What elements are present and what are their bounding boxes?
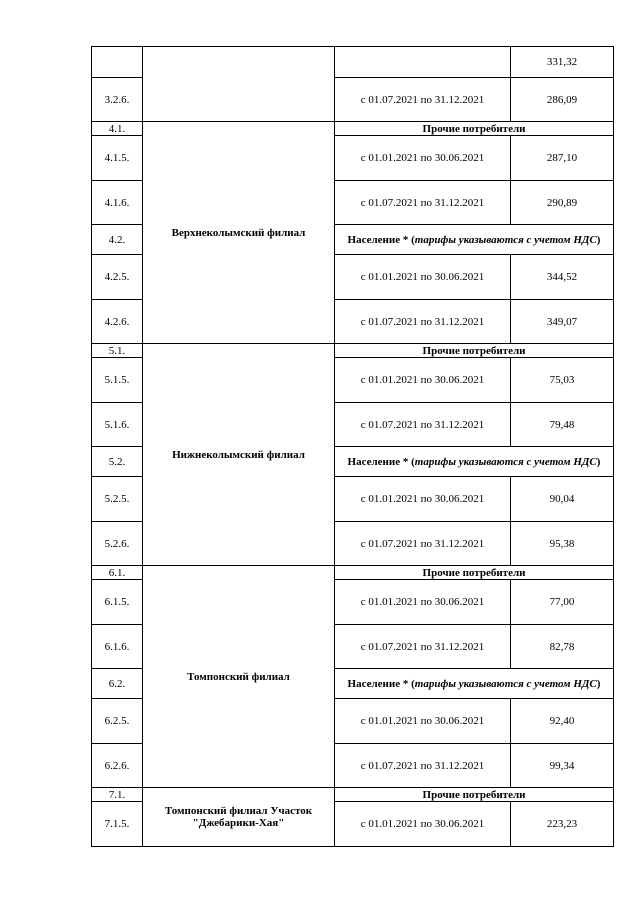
population-note: тарифы указываются с учетом НДС — [414, 233, 597, 246]
table-row — [92, 122, 614, 136]
population-label-end: ) — [596, 455, 601, 468]
period-cell: с 01.07.2021 по 31.12.2021 — [335, 744, 511, 788]
row-number: 6.2.5. — [92, 699, 143, 744]
period-cell: с 01.01.2021 по 30.06.2021 — [335, 477, 511, 522]
tariff-value: 95,38 — [511, 522, 614, 566]
period-cell: с 01.07.2021 по 31.12.2021 — [335, 625, 511, 669]
row-number: 5.1. — [92, 344, 143, 358]
row-number — [92, 47, 143, 78]
section-header: Прочие потребители — [335, 122, 614, 136]
tariff-value: 344,52 — [511, 255, 614, 300]
table-row — [92, 566, 614, 580]
tariff-value: 287,10 — [511, 136, 614, 181]
tariff-value: 92,40 — [511, 699, 614, 744]
row-number: 6.2. — [92, 669, 143, 699]
section-header: Прочие потребители — [335, 344, 614, 358]
period-cell: с 01.07.2021 по 31.12.2021 — [335, 181, 511, 225]
row-number: 4.2. — [92, 225, 143, 255]
row-number: 5.2.5. — [92, 477, 143, 522]
row-number: 4.2.5. — [92, 255, 143, 300]
population-header — [335, 225, 614, 255]
population-note: тарифы указываются с учетом НДС — [414, 455, 597, 468]
period-cell: с 01.07.2021 по 31.12.2021 — [335, 300, 511, 344]
period-cell: с 01.07.2021 по 31.12.2021 — [335, 403, 511, 447]
filial-name: Томпонский филиал — [143, 566, 335, 788]
population-header — [335, 669, 614, 699]
population-label: Население * ( — [347, 677, 415, 690]
row-number: 3.2.6. — [92, 78, 143, 122]
population-label-end: ) — [596, 677, 601, 690]
tariff-value: 349,07 — [511, 300, 614, 344]
period-cell: с 01.01.2021 по 30.06.2021 — [335, 580, 511, 625]
period-cell: с 01.01.2021 по 30.06.2021 — [335, 136, 511, 181]
tariff-value: 331,32 — [511, 47, 614, 78]
row-number: 4.1. — [92, 122, 143, 136]
population-note: тарифы указываются с учетом НДС — [414, 677, 597, 690]
filial-name: Верхнеколымский филиал — [143, 122, 335, 344]
row-number: 5.1.6. — [92, 403, 143, 447]
section-header: Прочие потребители — [335, 566, 614, 580]
row-number: 5.2.6. — [92, 522, 143, 566]
period-cell — [335, 47, 511, 78]
row-number: 4.2.6. — [92, 300, 143, 344]
tariff-value: 223,23 — [511, 802, 614, 847]
tariff-value: 75,03 — [511, 358, 614, 403]
tariff-value: 79,48 — [511, 403, 614, 447]
table-row — [92, 47, 614, 78]
row-number: 4.1.5. — [92, 136, 143, 181]
row-number: 4.1.6. — [92, 181, 143, 225]
row-number: 6.1. — [92, 566, 143, 580]
tariff-table — [91, 46, 614, 847]
period-cell: с 01.07.2021 по 31.12.2021 — [335, 78, 511, 122]
population-label: Население * ( — [347, 455, 415, 468]
period-cell: с 01.01.2021 по 30.06.2021 — [335, 699, 511, 744]
row-number: 5.2. — [92, 447, 143, 477]
tariff-value: 286,09 — [511, 78, 614, 122]
tariff-value: 77,00 — [511, 580, 614, 625]
table-row — [92, 344, 614, 358]
filial-name: Томпонский филиал Участок "Джебарики-Хая" — [143, 788, 335, 847]
row-number: 7.1. — [92, 788, 143, 802]
period-cell: с 01.07.2021 по 31.12.2021 — [335, 522, 511, 566]
tariff-value: 290,89 — [511, 181, 614, 225]
row-number: 5.1.5. — [92, 358, 143, 403]
period-cell: с 01.01.2021 по 30.06.2021 — [335, 358, 511, 403]
section-header: Прочие потребители — [335, 788, 614, 802]
period-cell: с 01.01.2021 по 30.06.2021 — [335, 255, 511, 300]
tariff-value: 99,34 — [511, 744, 614, 788]
row-number: 6.1.5. — [92, 580, 143, 625]
filial-name: Нижнеколымский филиал — [143, 344, 335, 566]
period-cell: с 01.01.2021 по 30.06.2021 — [335, 802, 511, 847]
row-number: 6.1.6. — [92, 625, 143, 669]
row-number: 6.2.6. — [92, 744, 143, 788]
population-label-end: ) — [596, 233, 601, 246]
row-number: 7.1.5. — [92, 802, 143, 847]
table-row — [92, 788, 614, 802]
population-label: Население * ( — [347, 233, 415, 246]
filial-name — [143, 47, 335, 122]
tariff-value: 82,78 — [511, 625, 614, 669]
tariff-value: 90,04 — [511, 477, 614, 522]
population-header — [335, 447, 614, 477]
